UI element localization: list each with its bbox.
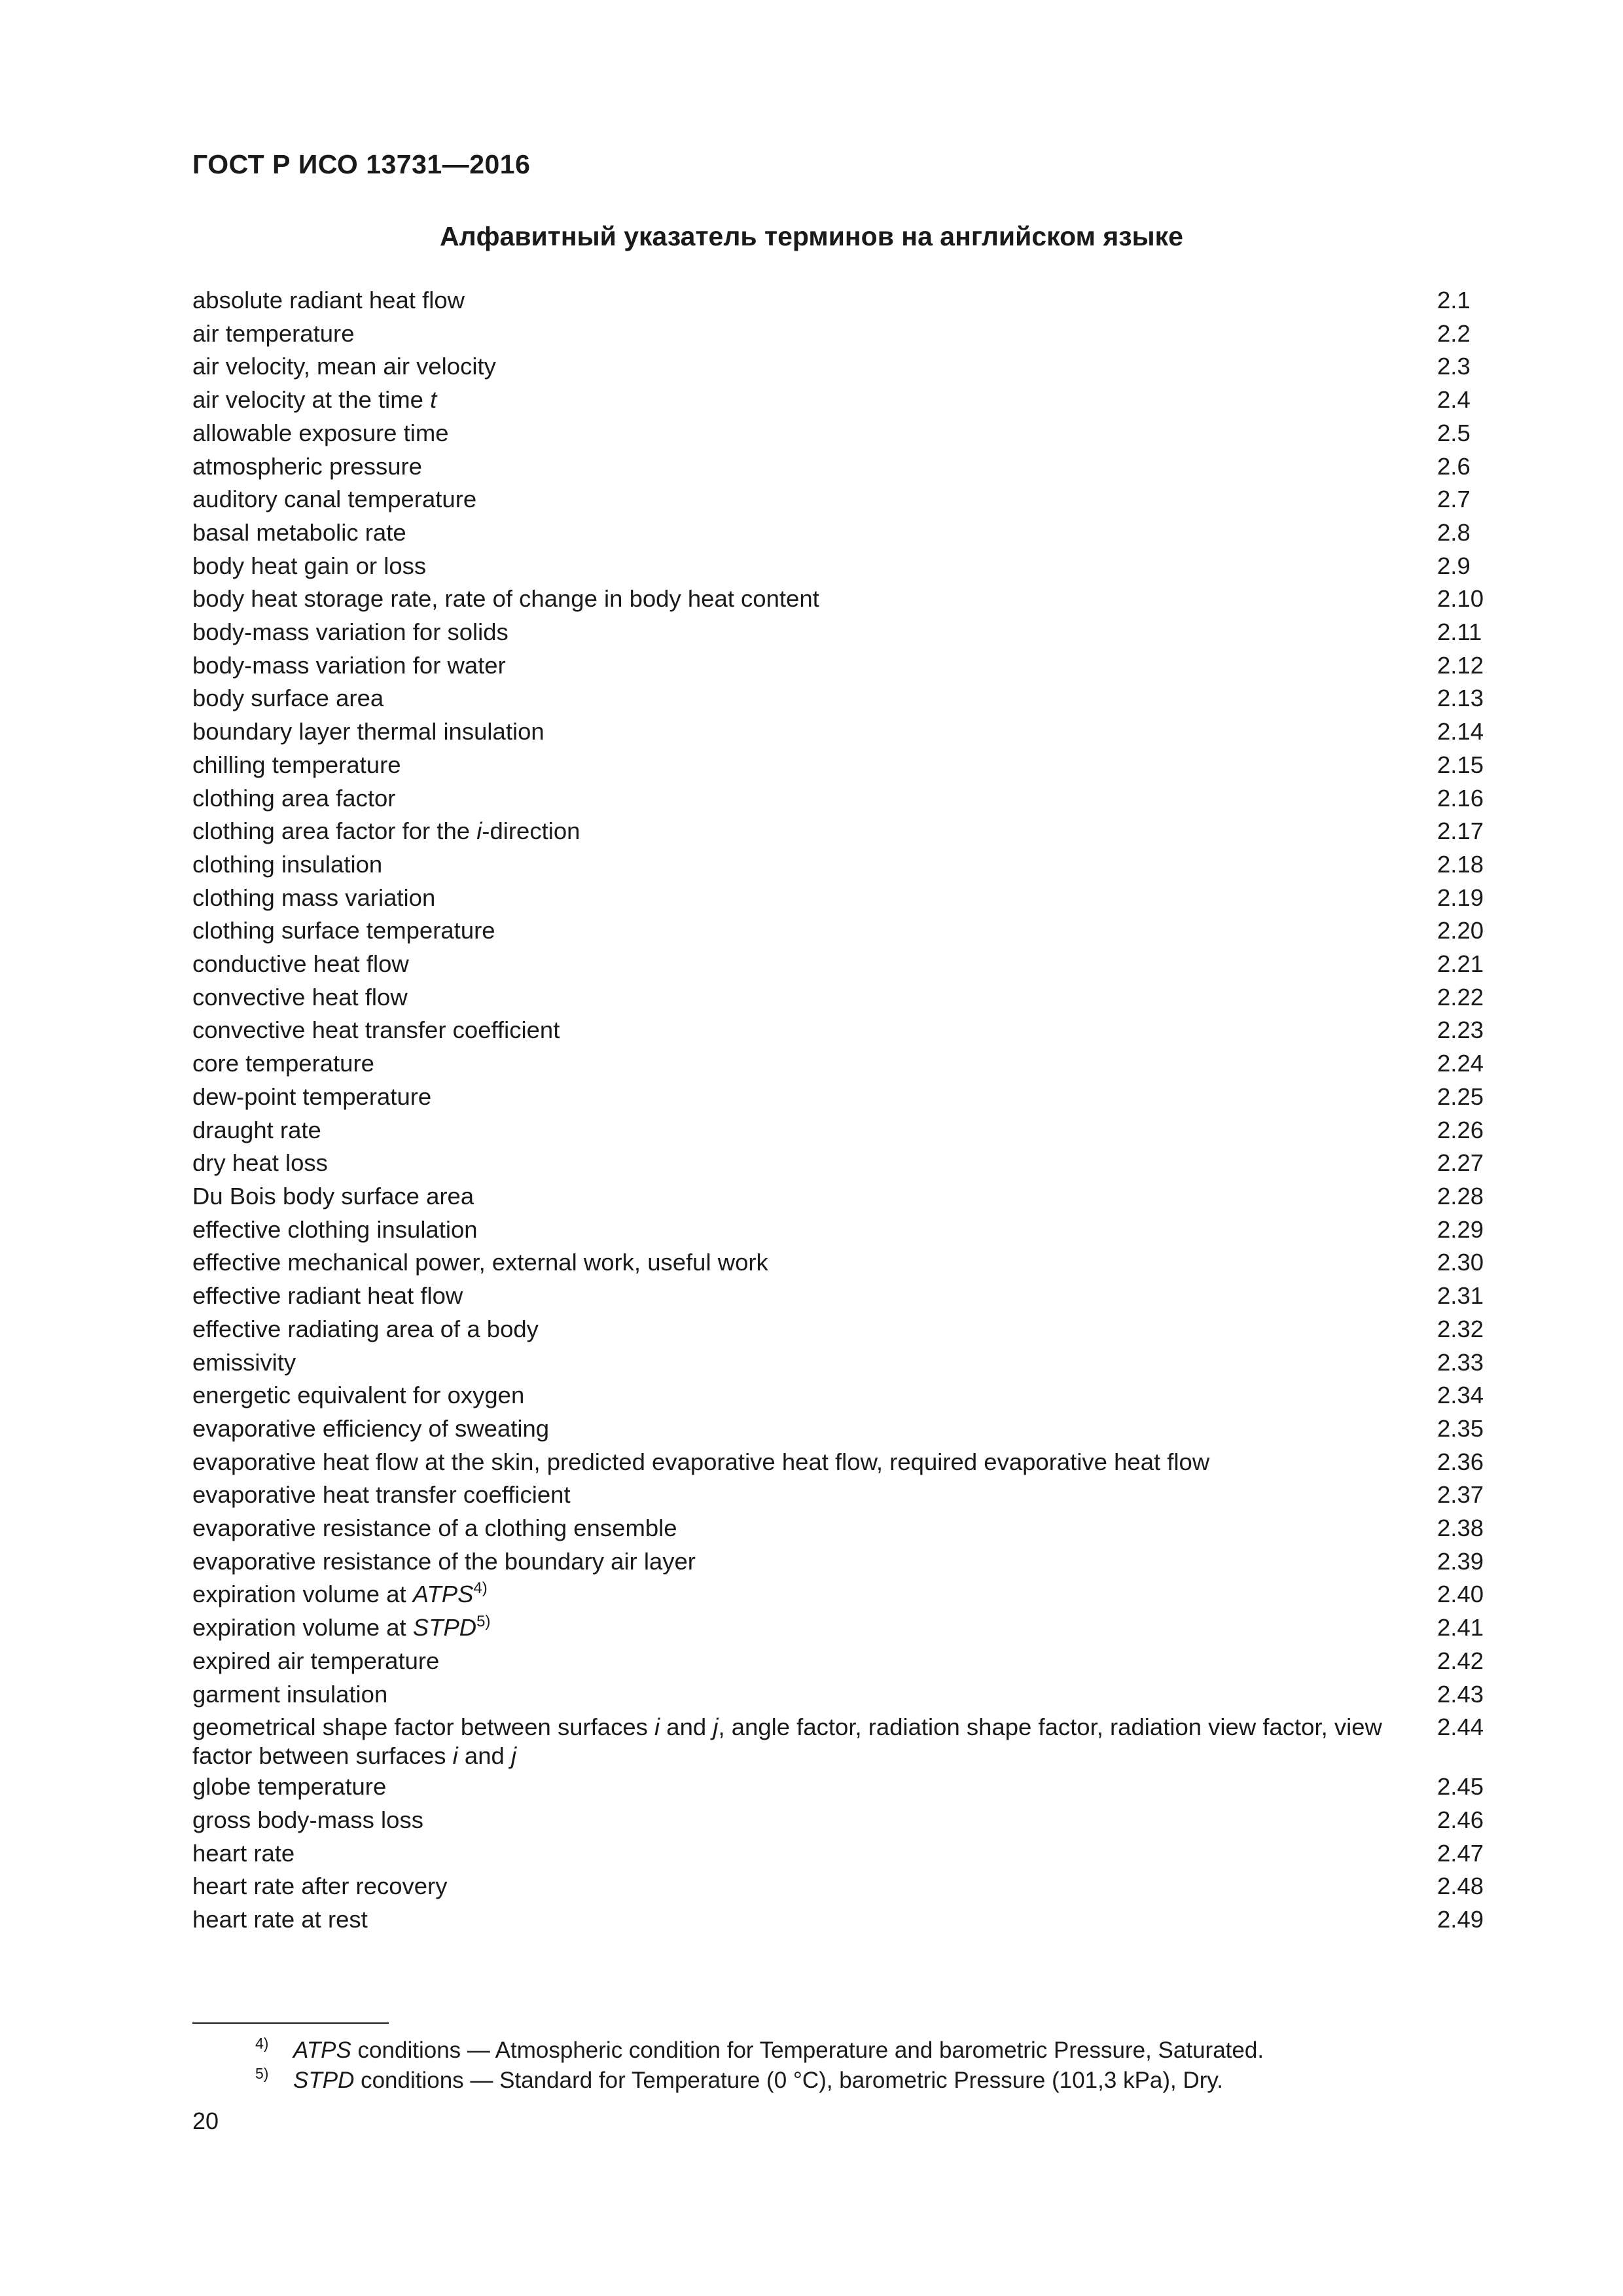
ref-number: 2.31	[1437, 1282, 1484, 1310]
term-text: body-mass variation for solids	[192, 619, 508, 646]
index-entry	[192, 1313, 1501, 1346]
term-text: evaporative resistance of a clothing ensemble	[192, 1515, 677, 1542]
index-entry	[192, 682, 1501, 715]
index-entry	[192, 1645, 1501, 1678]
index-entry	[192, 350, 1501, 384]
index-entry	[192, 1346, 1501, 1380]
term-text: convective heat flow	[192, 983, 408, 1011]
index-entry	[192, 815, 1501, 848]
ref-number: 2.49	[1437, 1906, 1484, 1933]
index-entry	[192, 1280, 1501, 1313]
ref-number: 2.15	[1437, 751, 1484, 778]
ref-number: 2.43	[1437, 1680, 1484, 1708]
index-entry	[192, 1578, 1501, 1611]
ref-number: 2.32	[1437, 1315, 1484, 1342]
ref-number: 2.46	[1437, 1806, 1484, 1833]
footnotes	[255, 2035, 1264, 2096]
term-text: evaporative resistance of the boundary air layer	[192, 1547, 696, 1575]
ref-number: 2.3	[1437, 353, 1471, 380]
index-entry	[192, 317, 1501, 351]
index-entry	[192, 1837, 1501, 1871]
index-entry	[192, 417, 1501, 450]
term-text: clothing area factor	[192, 784, 396, 812]
index-entry	[192, 1512, 1501, 1545]
ref-number: 2.13	[1437, 685, 1484, 712]
index-entry	[192, 1147, 1501, 1180]
index-title: Алфавитный указатель терминов на английском языке	[440, 221, 1183, 251]
term-text: convective heat transfer coefficient	[192, 1016, 560, 1044]
ref-number: 2.44	[1437, 1713, 1484, 1741]
ref-number: 2.41	[1437, 1614, 1484, 1641]
term-text: auditory canal temperature	[192, 486, 477, 513]
term-text: evaporative heat flow at the skin, predicted evaporative heat flow, required evaporative heat flow	[192, 1448, 1210, 1475]
ref-number: 2.22	[1437, 983, 1484, 1011]
index-entry	[192, 715, 1501, 749]
term-text: Du Bois body surface area	[192, 1182, 474, 1210]
index-entry	[192, 516, 1501, 550]
term-text: body heat storage rate, rate of change in body heat content	[192, 585, 819, 613]
term-text: effective clothing insulation	[192, 1215, 478, 1243]
term-text: effective radiant heat flow	[192, 1282, 463, 1310]
ref-number: 2.19	[1437, 884, 1484, 911]
index-entry	[192, 1545, 1501, 1579]
term-text: basal metabolic rate	[192, 518, 406, 546]
term-text: heart rate at rest	[192, 1906, 368, 1933]
footnote-text: conditions — Standard for Temperature (0 °C), barometric Pressure (101,3 kPa), Dry.	[354, 2068, 1224, 2093]
document-header: ГОСТ Р ИСО 13731—2016	[192, 149, 531, 179]
ref-number: 2.37	[1437, 1481, 1484, 1509]
term-text: body heat gain or loss	[192, 552, 427, 579]
index-entry	[192, 1213, 1501, 1247]
term-index-list	[192, 284, 1501, 1937]
index-entry	[192, 616, 1501, 649]
index-entry	[192, 450, 1501, 484]
term-text: expiration volume at ATPS$^{4)}$	[192, 1579, 488, 1608]
index-entry	[192, 1711, 1501, 1770]
ref-number: 2.30	[1437, 1249, 1484, 1276]
ref-number: 2.11	[1437, 619, 1482, 646]
term-text: air velocity at the time t	[192, 386, 437, 414]
index-entry	[192, 848, 1501, 882]
ref-number: 2.33	[1437, 1348, 1484, 1376]
footnote-mark: 5)	[255, 2065, 269, 2082]
term-text: body surface area	[192, 685, 384, 712]
index-entry	[192, 1114, 1501, 1147]
term-text: evaporative efficiency of sweating	[192, 1414, 550, 1442]
index-entry	[192, 1412, 1501, 1446]
term-text: effective mechanical power, external work, useful work	[192, 1249, 768, 1276]
ref-number: 2.4	[1437, 386, 1471, 414]
term-text: clothing area factor for the i-direction	[192, 817, 580, 845]
ref-number: 2.8	[1437, 518, 1471, 546]
index-entry	[192, 649, 1501, 683]
index-entry	[192, 1081, 1501, 1114]
index-entry	[192, 1479, 1501, 1512]
ref-number: 2.16	[1437, 784, 1484, 812]
term-text: garment insulation	[192, 1680, 388, 1708]
footnote-abbreviation: ATPS	[293, 2037, 351, 2063]
index-entry	[192, 914, 1501, 948]
term-text: expiration volume at STPD$^{5)}$	[192, 1613, 491, 1641]
ref-number: 2.23	[1437, 1016, 1484, 1044]
index-entry	[192, 1246, 1501, 1280]
term-text: body-mass variation for water	[192, 651, 506, 679]
index-entry	[192, 483, 1501, 516]
term-text: clothing insulation	[192, 850, 383, 878]
index-entry	[192, 583, 1501, 616]
term-text: clothing mass variation	[192, 884, 436, 911]
footnote-text: conditions — Atmospheric condition for Temperature and barometric Pressure, Saturated.	[351, 2037, 1264, 2063]
footnote-body	[293, 2068, 1223, 2093]
ref-number: 2.17	[1437, 817, 1484, 845]
ref-number: 2.26	[1437, 1116, 1484, 1143]
ref-number: 2.36	[1437, 1448, 1484, 1475]
ref-number: 2.29	[1437, 1215, 1484, 1243]
ref-number: 2.6	[1437, 452, 1471, 480]
ref-number: 2.38	[1437, 1515, 1484, 1542]
ref-number: 2.12	[1437, 651, 1484, 679]
term-text: geometrical shape factor between surfaces i and j, angle factor, radiation shape factor, radiation view factor, view factor between surfaces i and j	[192, 1713, 1382, 1770]
ref-number: 2.34	[1437, 1382, 1484, 1409]
index-entry	[192, 782, 1501, 816]
term-text: effective radiating area of a body	[192, 1315, 539, 1342]
ref-number: 2.18	[1437, 850, 1484, 878]
term-text: emissivity	[192, 1348, 296, 1376]
term-text: allowable exposure time	[192, 419, 449, 446]
term-text: globe temperature	[192, 1773, 387, 1801]
ref-number: 2.2	[1437, 319, 1471, 347]
ref-number: 2.21	[1437, 950, 1484, 978]
page-number: 20	[192, 2108, 219, 2134]
term-text: evaporative heat transfer coefficient	[192, 1481, 571, 1509]
ref-number: 2.9	[1437, 552, 1471, 579]
index-entry	[192, 1903, 1501, 1937]
index-entry	[192, 1870, 1501, 1903]
ref-number: 2.24	[1437, 1050, 1484, 1077]
term-text: energetic equivalent for oxygen	[192, 1382, 525, 1409]
footnote-body	[293, 2037, 1264, 2063]
index-entry	[192, 981, 1501, 1014]
footnote	[255, 2035, 1264, 2066]
ref-number: 2.42	[1437, 1647, 1484, 1674]
term-text: expired air temperature	[192, 1647, 440, 1674]
ref-number: 2.35	[1437, 1414, 1484, 1442]
term-text: clothing surface temperature	[192, 917, 495, 944]
index-entry	[192, 1678, 1501, 1712]
term-text: dry heat loss	[192, 1149, 328, 1177]
ref-number: 2.1	[1437, 287, 1471, 314]
index-entry	[192, 749, 1501, 782]
term-text: air temperature	[192, 319, 355, 347]
footnote	[255, 2065, 1264, 2096]
ref-number: 2.48	[1437, 1873, 1484, 1900]
ref-number: 2.27	[1437, 1149, 1484, 1177]
index-entry	[192, 948, 1501, 981]
term-text: heart rate	[192, 1839, 295, 1867]
term-text: atmospheric pressure	[192, 452, 422, 480]
term-text: core temperature	[192, 1050, 374, 1077]
ref-number: 2.10	[1437, 585, 1484, 613]
index-entry	[192, 1804, 1501, 1837]
term-text: gross body-mass loss	[192, 1806, 423, 1833]
footnote-mark: 4)	[255, 2035, 269, 2052]
term-text: absolute radiant heat flow	[192, 287, 465, 314]
index-entry	[192, 1770, 1501, 1804]
term-text: heart rate after recovery	[192, 1873, 448, 1900]
ref-number: 2.14	[1437, 718, 1484, 745]
index-entry	[192, 1379, 1501, 1412]
ref-number: 2.20	[1437, 917, 1484, 944]
ref-number: 2.5	[1437, 419, 1471, 446]
ref-number: 2.47	[1437, 1839, 1484, 1867]
term-text: chilling temperature	[192, 751, 401, 778]
ref-number: 2.45	[1437, 1773, 1484, 1801]
index-entry	[192, 1014, 1501, 1047]
term-text: dew-point temperature	[192, 1083, 432, 1110]
term-text: draught rate	[192, 1116, 321, 1143]
index-entry	[192, 1180, 1501, 1213]
ref-number: 2.40	[1437, 1581, 1484, 1608]
term-text: air velocity, mean air velocity	[192, 353, 496, 380]
index-entry	[192, 1611, 1501, 1645]
ref-number: 2.28	[1437, 1182, 1484, 1210]
index-entry	[192, 384, 1501, 417]
footnote-divider	[192, 2022, 389, 2024]
ref-number: 2.25	[1437, 1083, 1484, 1110]
term-text: boundary layer thermal insulation	[192, 718, 544, 745]
index-entry	[192, 550, 1501, 583]
index-entry	[192, 882, 1501, 915]
index-entry	[192, 284, 1501, 317]
ref-number: 2.7	[1437, 486, 1471, 513]
index-entry	[192, 1446, 1501, 1479]
ref-number: 2.39	[1437, 1547, 1484, 1575]
index-entry	[192, 1047, 1501, 1081]
footnote-abbreviation: STPD	[293, 2068, 355, 2093]
term-text: conductive heat flow	[192, 950, 409, 978]
